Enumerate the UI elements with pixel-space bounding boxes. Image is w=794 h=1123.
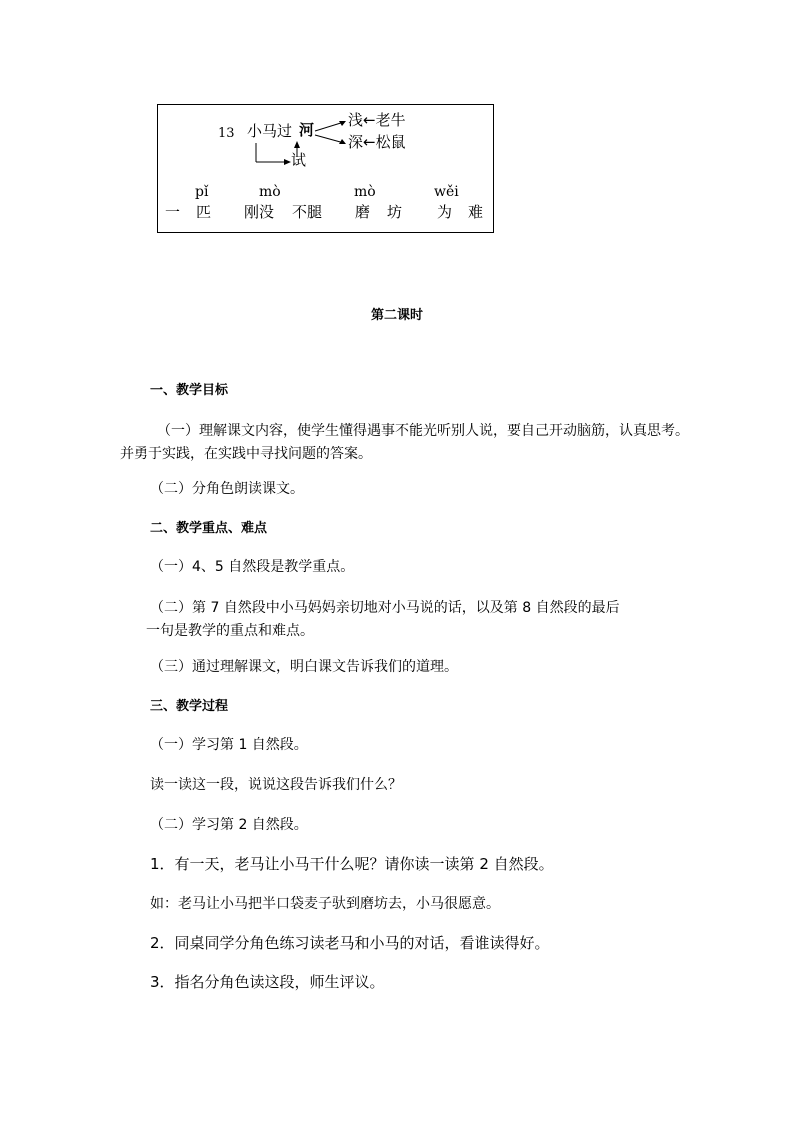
- board-try: 试: [291, 151, 307, 169]
- board-title-prefix: 小马过: [247, 122, 293, 140]
- branch-shallow: 浅←老牛: [348, 111, 406, 129]
- key-point-3: （三）通过理解课文，明白课文告诉我们的道理。: [150, 659, 458, 675]
- process-step-1-detail: 读一读这一段，说说这段告诉我们什么？: [150, 777, 402, 793]
- section-heading-goals: 一、教学目标: [150, 383, 229, 398]
- lesson-title: 第二课时: [370, 308, 423, 323]
- process-item-1: 1．有一天，老马让小马干什么呢？请你读一读第 2 自然段。: [150, 855, 554, 873]
- goal-paragraph-1: [120, 420, 689, 466]
- section-heading-key-points: 二、教学重点、难点: [150, 521, 268, 536]
- word-butui: 不腿: [292, 203, 323, 221]
- goal-paragraph-2: （二）分角色朗读课文。: [150, 481, 304, 497]
- board-title-river: 河: [299, 121, 315, 139]
- section-heading-process: 三、教学过程: [150, 699, 229, 714]
- lesson-number: 13: [218, 126, 235, 141]
- process-step-2: （二）学习第 2 自然段。: [150, 817, 308, 833]
- key-point-2-line-1: （二）第 7 自然段中小马妈妈亲切地对小马说的话，以及第 8 自然段的最后: [150, 600, 620, 616]
- blackboard-design: [157, 104, 494, 233]
- key-point-2: [146, 597, 620, 643]
- pinyin-mo-1: mò: [259, 184, 281, 200]
- pinyin-pi: pǐ: [195, 184, 209, 200]
- process-step-1: （一）学习第 1 自然段。: [150, 737, 308, 753]
- word-pi: 匹: [196, 203, 212, 221]
- word-gangmo: 刚没: [244, 203, 275, 221]
- goal-paragraph-1-line-1: （一）理解课文内容，使学生懂得遇事不能光听别人说，要自己开动脑筋，认真思考。: [157, 423, 689, 439]
- key-point-1: （一）4、5 自然段是教学重点。: [150, 559, 355, 575]
- key-point-2-line-2: 一句是教学的重点和难点。: [146, 623, 314, 639]
- word-fang: 坊: [387, 203, 403, 221]
- pinyin-wei: wěi: [434, 184, 459, 200]
- branch-deep: 深←松鼠: [348, 133, 406, 151]
- word-nan: 难: [468, 203, 484, 221]
- process-item-3: 3．指名分角色读这段，师生评议。: [150, 973, 385, 991]
- goal-paragraph-1-line-2: 并勇于实践，在实践中寻找问题的答案。: [120, 446, 372, 462]
- word-yi: 一: [165, 203, 181, 221]
- process-item-2: 2．同桌同学分角色练习读老马和小马的对话，看谁读得好。: [150, 934, 550, 952]
- word-wei: 为: [437, 203, 453, 221]
- process-example: 如：老马让小马把半口袋麦子驮到磨坊去，小马很愿意。: [150, 896, 500, 912]
- word-mo: 磨: [355, 203, 371, 221]
- pinyin-mo-2: mò: [354, 184, 376, 200]
